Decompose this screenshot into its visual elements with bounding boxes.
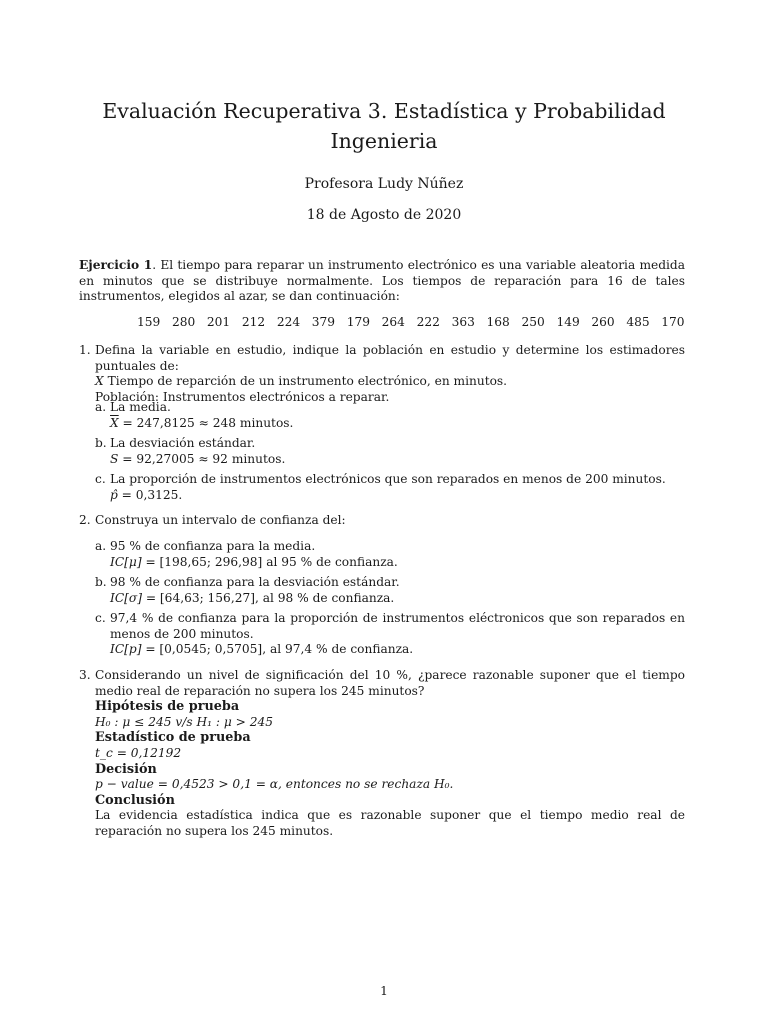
- item-text: La desviación estándar.: [110, 436, 256, 450]
- document-title-line2: Ingenieria: [330, 129, 438, 153]
- data-value: 379: [311, 315, 336, 329]
- item-answer: [110, 452, 685, 468]
- item-answer: [110, 488, 685, 504]
- question-3: [79, 668, 685, 840]
- question-number: 3.: [79, 668, 91, 682]
- question-number: 1.: [79, 343, 91, 357]
- item-text: La proporción de instrumentos electrónicos que son reparados en menos de 200 minutos.: [110, 472, 666, 486]
- data-value: 224: [276, 315, 301, 329]
- hypothesis-text: [95, 715, 685, 731]
- decision-text: [95, 777, 685, 793]
- answer-value: = [198,65; 296,98] al 95 % de confianza.: [141, 554, 398, 569]
- data-value: 222: [416, 315, 440, 329]
- item-letter: a.: [95, 400, 107, 414]
- item-text: 95 % de confianza para la media.: [110, 539, 316, 553]
- exercise-text: . El tiempo para reparar un instrumento electrónico es una variable aleatoria medida en minutos que se distribuye normalmente. Los tiempos de reparación para 16 de tales instrumentos, elegidos al azar, se dan continuación:: [79, 258, 686, 304]
- data-value: 159: [137, 315, 161, 329]
- item-letter: b.: [95, 436, 107, 450]
- interval-symbol: IC[p]: [110, 642, 142, 657]
- data-value: 250: [521, 315, 545, 329]
- item-answer: [110, 591, 685, 607]
- sd-symbol: S: [110, 451, 119, 466]
- mean-symbol: $\overline{X}$: [110, 415, 119, 430]
- data-value: 149: [556, 315, 580, 329]
- decision-heading: Decisión: [95, 761, 157, 777]
- conclusion-heading: Conclusión: [95, 792, 175, 808]
- statistic-text: [95, 746, 685, 762]
- item-letter: c.: [95, 472, 106, 486]
- variable-text: Tiempo de reparción de un instrumento electrónico, en minutos.: [107, 374, 508, 389]
- item-letter: b.: [95, 575, 107, 589]
- hypothesis-formula: H₀ : μ ≤ 245 v/s H₁ : μ > 245: [95, 714, 274, 729]
- variable-symbol: X: [95, 374, 104, 389]
- interval-symbol: IC[σ]: [110, 590, 142, 605]
- decision-formula: p − value = 0,4523 > 0,1 = α, entonces no se rechaza H₀.: [95, 777, 454, 792]
- data-value: 260: [591, 315, 615, 329]
- data-value: 201: [206, 315, 231, 329]
- item-answer: [110, 416, 685, 432]
- proportion-symbol: p̂: [110, 487, 118, 502]
- question-2a: [95, 539, 685, 570]
- question-1b: [95, 436, 685, 467]
- question-1a: [95, 400, 685, 431]
- item-text: 98 % de confianza para la desviación estándar.: [110, 575, 400, 589]
- answer-value: = 247,8125 ≈ 248 minutos.: [118, 415, 294, 430]
- answer-value: = [64,63; 156,27], al 98 % de confianza.: [141, 590, 395, 605]
- data-value: 170: [661, 315, 685, 329]
- question-text: Considerando un nivel de significación del 10 %, ¿parece razonable suponer que el tiempo medio real de reparación no supera los 245 minutos?: [95, 668, 685, 698]
- data-value: 264: [381, 315, 405, 329]
- question-2: [79, 513, 685, 529]
- statistic-formula: t_c = 0,12192: [95, 745, 182, 760]
- page-number: 1: [380, 984, 388, 998]
- data-value: 363: [451, 315, 475, 329]
- exercise-label: Ejercicio 1: [79, 258, 153, 272]
- population-text: Población: Instrumentos electrónicos a reparar.: [95, 389, 390, 404]
- answer-value: = [0,0545; 0,5705], al 97,4 % de confianza.: [141, 642, 414, 657]
- data-value: 168: [486, 315, 510, 329]
- data-value: 179: [346, 315, 370, 329]
- statistic-heading: Estadístico de prueba: [95, 730, 251, 746]
- hypothesis-heading: Hipótesis de prueba: [95, 699, 240, 715]
- question-text: Defina la variable en estudio, indique la población en estudio y determine los estimadores puntuales de:: [95, 343, 685, 373]
- question-2b: [95, 575, 685, 606]
- answer-value: = 92,27005 ≈ 92 minutos.: [118, 451, 286, 466]
- item-letter: a.: [95, 539, 107, 553]
- data-value: 212: [241, 315, 266, 329]
- data-value: 485: [626, 315, 650, 329]
- variable-definition: [95, 374, 685, 390]
- question-2c: [95, 611, 685, 658]
- item-answer: [110, 642, 685, 658]
- item-letter: c.: [95, 611, 106, 625]
- question-text: Construya un intervalo de confianza del:: [95, 513, 346, 527]
- item-text: La media.: [110, 400, 171, 414]
- date: 18 de Agosto de 2020: [306, 207, 462, 223]
- interval-symbol: IC[μ]: [110, 554, 142, 569]
- item-answer: [110, 555, 685, 571]
- question-1c: [95, 472, 685, 503]
- author: Profesora Ludy Núñez: [304, 176, 464, 192]
- question-1: [79, 343, 685, 405]
- exercise-intro: [79, 258, 685, 305]
- data-value: 280: [171, 315, 196, 329]
- data-values-row: [137, 315, 696, 329]
- item-text: 97,4 % de confianza para la proporción de instrumentos eléctronicos que son reparados en menos de 200 minutos.: [110, 611, 685, 641]
- question-number: 2.: [79, 513, 91, 527]
- document-title-line1: Evaluación Recuperativa 3. Estadística y Probabilidad: [102, 99, 666, 123]
- answer-value: = 0,3125.: [117, 487, 183, 502]
- conclusion-text: La evidencia estadística indica que es razonable suponer que el tiempo medio real de reparación no supera los 245 minutos.: [95, 808, 685, 838]
